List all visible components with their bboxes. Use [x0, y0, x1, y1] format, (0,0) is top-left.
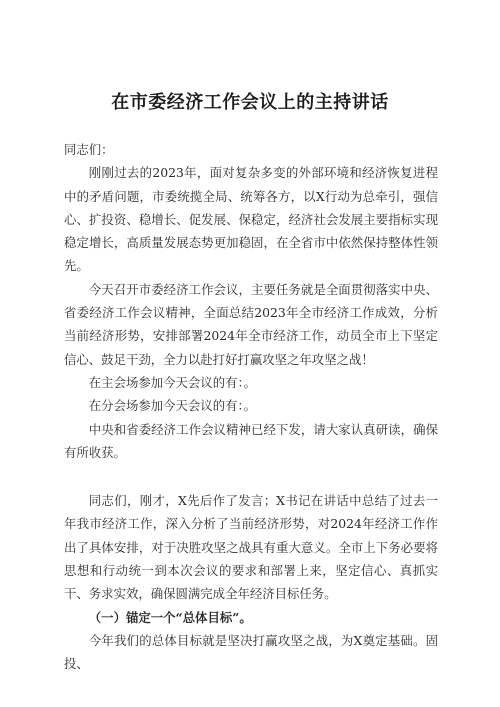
document-title: 在市委经济工作会议上的主持讲话	[111, 92, 389, 113]
paragraph: 在主会场参加今天会议的有：。	[88, 374, 257, 390]
salutation: 同志们：	[64, 142, 114, 157]
paragraph: 同志们，刚才，X先后作了发言；X书记在讲话中总结了过去一年我市经济工作，深入分析了当前经济形势，对2024年经济工作作出了具体安排，对于决胜攻坚之战具有重大意义。全市上下务必要将思想和行动统一到本次会议的要求和部署上来，坚定信心、真抓实干、务求实效，确保圆满完成全年经济目标任务。	[64, 493, 438, 602]
paragraph: 中央和省委经济工作会议精神已经下发，请大家认真研读，确保有所收获。	[64, 421, 438, 460]
section-heading: （一）锚定一个“总体目标”。	[88, 609, 252, 625]
paragraph: 刚刚过去的2023年，面对复杂多变的外部环境和经济恢复进程中的矛盾问题，市委统揽全局、统筹各方，以X行动为总牵引，强信心、扩投资、稳增长、促发展、保稳定，经济社会发展主要指标实现稳定增长，高质量发展态势更加稳固，在全省市中依然保持整体性领先。	[64, 165, 438, 274]
document-body	[64, 138, 438, 676]
paragraph: 今天召开市委经济工作会议，主要任务就是全面贯彻落实中央、省委经济工作会议精神，全面总结2023年全市经济工作成效，分析当前经济形势，安排部署2024年全市经济工作，动员全市上下坚定信心、鼓足干劲，全力以赴打好打赢攻坚之年攻坚之战！	[64, 281, 438, 367]
paragraph: 在分会场参加今天会议的有：。	[88, 398, 257, 414]
paragraph-gap	[64, 464, 438, 489]
paragraph: 今年我们的总体目标就是坚决打赢攻坚之战，为X奠定基础。固投、	[64, 632, 438, 672]
